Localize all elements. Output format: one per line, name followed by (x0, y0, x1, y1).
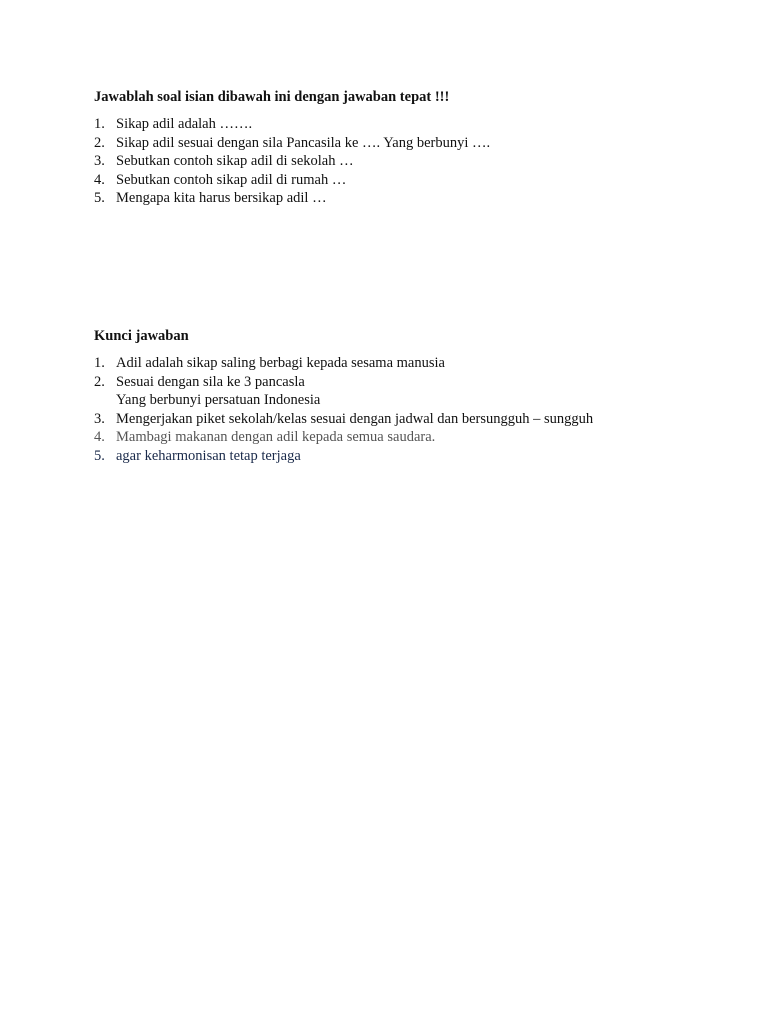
answer-item (94, 410, 593, 429)
question-number: 4. (94, 171, 105, 188)
answer-number: 5. (94, 447, 105, 464)
questions-heading: Jawablah soal isian dibawah ini dengan jawaban tepat !!! (94, 89, 450, 105)
question-text: Sebutkan contoh sikap adil di sekolah … (116, 153, 354, 169)
question-text: Mengapa kita harus bersikap adil … (116, 190, 327, 206)
answer-key-list (94, 354, 593, 465)
question-text: Sebutkan contoh sikap adil di rumah … (116, 171, 347, 188)
answer-number: 2. (94, 373, 105, 390)
question-number: 3. (94, 153, 105, 169)
question-text: Sikap adil sesuai dengan sila Pancasila ke …. Yang berbunyi …. (116, 134, 491, 151)
question-item (94, 189, 490, 208)
question-text: Sikap adil adalah ……. (116, 116, 253, 132)
question-item (94, 115, 490, 134)
question-number: 1. (94, 116, 105, 132)
question-item (94, 152, 490, 171)
question-number: 2. (94, 134, 105, 151)
answer-item (94, 373, 593, 410)
answer-text: Mengerjakan piket sekolah/kelas sesuai dengan jadwal dan bersungguh – sungguh (116, 410, 594, 427)
answer-number: 4. (94, 429, 105, 445)
answer-key-heading: Kunci jawaban (94, 328, 189, 344)
answer-text: Sesuai dengan sila ke 3 pancasla (116, 373, 305, 390)
answer-item (94, 428, 593, 447)
question-number: 5. (94, 190, 105, 206)
answer-item (94, 447, 593, 466)
answer-text: agar keharmonisan tetap terjaga (116, 447, 301, 464)
answer-text: Adil adalah sikap saling berbagi kepada sesama manusia (116, 355, 445, 371)
question-item (94, 171, 490, 190)
question-item (94, 134, 490, 153)
answer-number: 3. (94, 410, 105, 427)
answer-text-continuation: Yang berbunyi persatuan Indonesia (116, 392, 321, 408)
questions-list (94, 115, 490, 208)
answer-text: Mambagi makanan dengan adil kepada semua saudara. (116, 429, 436, 445)
answer-number: 1. (94, 355, 105, 371)
answer-item (94, 354, 593, 373)
